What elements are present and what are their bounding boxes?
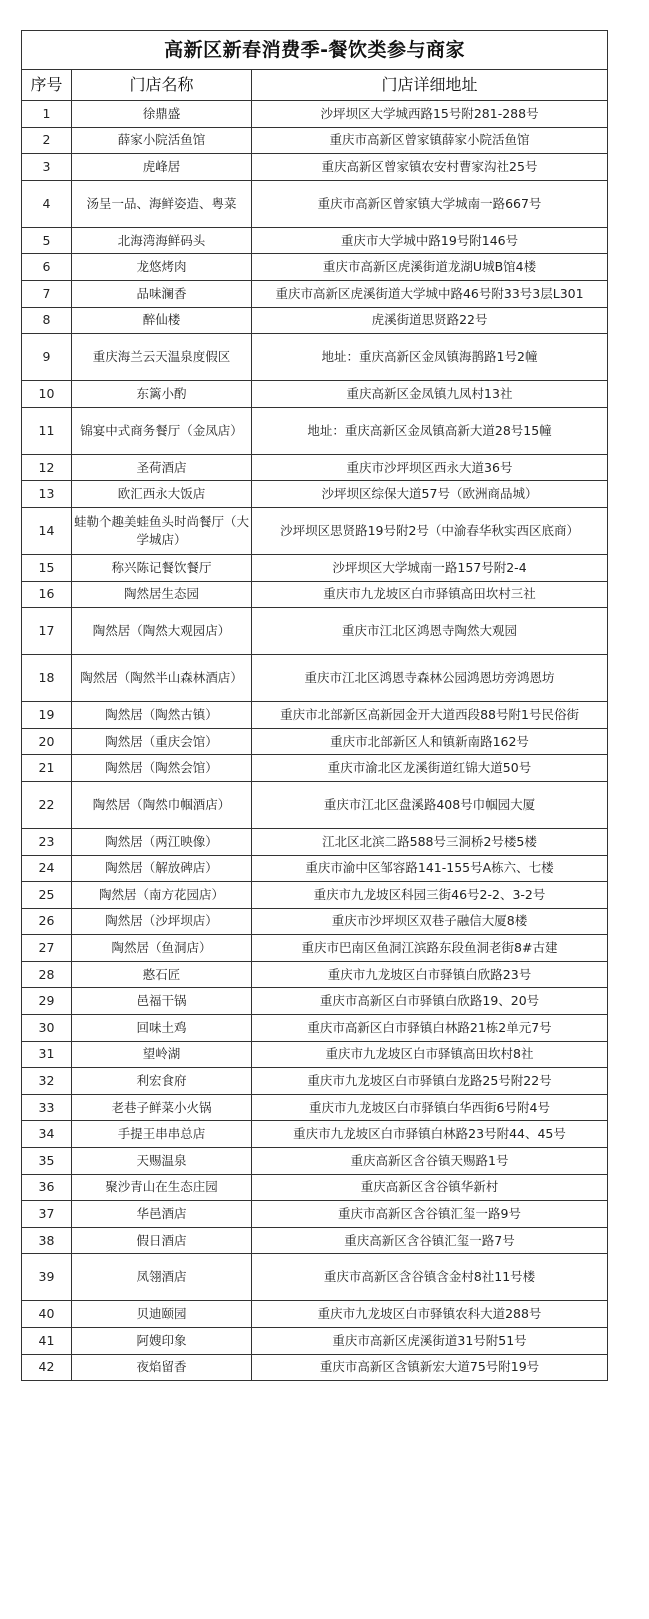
header-address: 门店详细地址: [252, 70, 608, 101]
table-row: [22, 454, 608, 481]
row-number: 9: [22, 334, 72, 381]
merchant-address: 重庆市沙坪坝区西永大道36号: [252, 454, 608, 481]
merchant-address: 重庆市高新区含谷镇含金村8社11号楼: [252, 1254, 608, 1301]
merchant-name: 回味土鸡: [72, 1015, 252, 1042]
merchant-name: 汤呈一品、海鲜姿造、粤菜: [72, 180, 252, 227]
row-number: 20: [22, 728, 72, 755]
row-number: 3: [22, 154, 72, 181]
row-number: 13: [22, 481, 72, 508]
merchant-name: 手提王串串总店: [72, 1121, 252, 1148]
merchant-name: 阿嫂印象: [72, 1328, 252, 1355]
table-row: [22, 961, 608, 988]
table-row: [22, 1254, 608, 1301]
table-row: [22, 702, 608, 729]
merchant-address: 沙坪坝区大学城西路15号附281-288号: [252, 101, 608, 128]
row-number: 28: [22, 961, 72, 988]
row-number: 15: [22, 554, 72, 581]
row-number: 41: [22, 1328, 72, 1355]
row-number: 34: [22, 1121, 72, 1148]
row-number: 25: [22, 882, 72, 909]
table-row: [22, 280, 608, 307]
merchant-address: 重庆市九龙坡区白市驿镇白林路23号附44、45号: [252, 1121, 608, 1148]
table-row: [22, 554, 608, 581]
merchant-name: 徐鼎盛: [72, 101, 252, 128]
merchant-name: 北海湾海鲜码头: [72, 227, 252, 254]
merchant-name: 天赐温泉: [72, 1148, 252, 1175]
header-no: 序号: [22, 70, 72, 101]
merchant-name: 虎峰居: [72, 154, 252, 181]
merchant-address: 重庆高新区金凤镇九凤村13社: [252, 381, 608, 408]
header-row: [22, 70, 608, 101]
merchant-name: 品味澜香: [72, 280, 252, 307]
table-row: [22, 781, 608, 828]
merchant-address: 重庆市九龙坡区科园三街46号2-2、3-2号: [252, 882, 608, 909]
row-number: 33: [22, 1094, 72, 1121]
table-row: [22, 1068, 608, 1095]
row-number: 10: [22, 381, 72, 408]
merchant-name: 陶然居（陶然会馆）: [72, 755, 252, 782]
merchant-name: 陶然居（沙坪坝店）: [72, 908, 252, 935]
merchant-address: 重庆市巴南区鱼洞江滨路东段鱼洞老街8#古建: [252, 935, 608, 962]
merchant-name: 重庆海兰云天温泉度假区: [72, 334, 252, 381]
merchant-name: 锦宴中式商务餐厅（金凤店）: [72, 407, 252, 454]
merchant-address: 重庆市高新区含镇新宏大道75号附19号: [252, 1354, 608, 1381]
table-row: [22, 407, 608, 454]
page-title: 高新区新春消费季-餐饮类参与商家: [22, 31, 608, 70]
merchant-name: 陶然居（陶然大观园店）: [72, 608, 252, 655]
merchant-name: 东篱小酌: [72, 381, 252, 408]
merchant-address: 重庆高新区曾家镇农安村曹家沟社25号: [252, 154, 608, 181]
table-row: [22, 1354, 608, 1381]
merchant-rows: [22, 101, 608, 1381]
row-number: 21: [22, 755, 72, 782]
merchant-name: 称兴陈记餐饮餐厅: [72, 554, 252, 581]
merchant-address: 虎溪街道思贤路22号: [252, 307, 608, 334]
row-number: 11: [22, 407, 72, 454]
row-number: 30: [22, 1015, 72, 1042]
table-row: [22, 1201, 608, 1228]
merchant-address: 重庆市江北区盘溪路408号巾帼园大厦: [252, 781, 608, 828]
merchant-address: 重庆市九龙坡区白市驿镇高田坎村8社: [252, 1041, 608, 1068]
table-row: [22, 655, 608, 702]
row-number: 37: [22, 1201, 72, 1228]
table-row: [22, 381, 608, 408]
row-number: 19: [22, 702, 72, 729]
merchant-name: 圣荷酒店: [72, 454, 252, 481]
row-number: 42: [22, 1354, 72, 1381]
table-row: [22, 127, 608, 154]
merchant-name: 邑福干锅: [72, 988, 252, 1015]
table-row: [22, 307, 608, 334]
merchant-address: 重庆市渝北区龙溪街道红锦大道50号: [252, 755, 608, 782]
merchant-name: 龙悠烤肉: [72, 254, 252, 281]
merchant-address: 重庆市江北区鸿恩寺陶然大观园: [252, 608, 608, 655]
row-number: 1: [22, 101, 72, 128]
merchant-name: 陶然居（陶然巾帼酒店）: [72, 781, 252, 828]
table-row: [22, 1148, 608, 1175]
merchant-address: 重庆市九龙坡区白市驿镇农科大道288号: [252, 1301, 608, 1328]
row-number: 22: [22, 781, 72, 828]
table-row: [22, 581, 608, 608]
merchant-name: 憨石匠: [72, 961, 252, 988]
table-row: [22, 1041, 608, 1068]
merchant-address: 重庆市渝中区邹容路141-155号A栋六、七楼: [252, 855, 608, 882]
merchant-name: 凤翎酒店: [72, 1254, 252, 1301]
row-number: 23: [22, 828, 72, 855]
row-number: 14: [22, 507, 72, 554]
table-row: [22, 180, 608, 227]
merchant-address: 江北区北滨二路588号三洞桥2号楼5楼: [252, 828, 608, 855]
merchant-address: 重庆市九龙坡区白市驿镇高田坎村三社: [252, 581, 608, 608]
merchant-address: 重庆市高新区曾家镇薛家小院活鱼馆: [252, 127, 608, 154]
merchant-name: 陶然居（解放碑店）: [72, 855, 252, 882]
merchant-name: 醉仙楼: [72, 307, 252, 334]
merchant-address: 重庆高新区含谷镇天赐路1号: [252, 1148, 608, 1175]
table-row: [22, 755, 608, 782]
row-number: 17: [22, 608, 72, 655]
table-row: [22, 227, 608, 254]
merchant-name: 陶然居（两江映像）: [72, 828, 252, 855]
merchant-name: 利宏食府: [72, 1068, 252, 1095]
row-number: 39: [22, 1254, 72, 1301]
merchant-address: 重庆市高新区白市驿镇白林路21栋2单元7号: [252, 1015, 608, 1042]
merchant-table: [21, 30, 608, 1381]
merchant-address: 重庆市高新区含谷镇汇玺一路9号: [252, 1201, 608, 1228]
merchant-name: 陶然居生态园: [72, 581, 252, 608]
row-number: 6: [22, 254, 72, 281]
merchant-name: 陶然居（陶然半山森林酒店）: [72, 655, 252, 702]
table-row: [22, 1174, 608, 1201]
title-row: [22, 31, 608, 70]
table-row: [22, 882, 608, 909]
row-number: 12: [22, 454, 72, 481]
row-number: 32: [22, 1068, 72, 1095]
merchant-name: 望岭湖: [72, 1041, 252, 1068]
row-number: 2: [22, 127, 72, 154]
row-number: 24: [22, 855, 72, 882]
table-row: [22, 101, 608, 128]
table-row: [22, 1227, 608, 1254]
merchant-address: 重庆市高新区虎溪街道龙湖U城B馆4楼: [252, 254, 608, 281]
table-row: [22, 1121, 608, 1148]
merchant-address: 重庆市九龙坡区白市驿镇白华西街6号附4号: [252, 1094, 608, 1121]
table-row: [22, 1328, 608, 1355]
merchant-name: 老巷子鲜菜小火锅: [72, 1094, 252, 1121]
row-number: 8: [22, 307, 72, 334]
merchant-address: 沙坪坝区思贤路19号附2号（中渝春华秋实西区底商）: [252, 507, 608, 554]
row-number: 16: [22, 581, 72, 608]
row-number: 31: [22, 1041, 72, 1068]
table-row: [22, 1094, 608, 1121]
merchant-address: 重庆市高新区虎溪街道31号附51号: [252, 1328, 608, 1355]
merchant-address: 沙坪坝区大学城南一路157号附2-4: [252, 554, 608, 581]
row-number: 7: [22, 280, 72, 307]
merchant-list-sheet: [21, 30, 607, 1381]
merchant-address: 重庆市高新区白市驿镇白欣路19、20号: [252, 988, 608, 1015]
merchant-name: 贝迪颐园: [72, 1301, 252, 1328]
merchant-address: 重庆市北部新区高新园金开大道西段88号附1号民俗街: [252, 702, 608, 729]
merchant-address: 重庆市江北区鸿恩寺森林公园鸿恩坊旁鸿恩坊: [252, 655, 608, 702]
merchant-name: 蛙勒个趣美蛙鱼头时尚餐厅（大学城店）: [72, 507, 252, 554]
merchant-address: 地址：重庆高新区金凤镇高新大道28号15幢: [252, 407, 608, 454]
row-number: 36: [22, 1174, 72, 1201]
merchant-address: 沙坪坝区综保大道57号（欧洲商品城）: [252, 481, 608, 508]
table-row: [22, 1015, 608, 1042]
merchant-address: 重庆市高新区虎溪街道大学城中路46号附33号3层L301: [252, 280, 608, 307]
row-number: 40: [22, 1301, 72, 1328]
row-number: 26: [22, 908, 72, 935]
merchant-name: 陶然居（陶然古镇）: [72, 702, 252, 729]
merchant-name: 陶然居（南方花园店）: [72, 882, 252, 909]
table-row: [22, 1301, 608, 1328]
merchant-address: 重庆市高新区曾家镇大学城南一路667号: [252, 180, 608, 227]
merchant-name: 聚沙青山在生态庄园: [72, 1174, 252, 1201]
row-number: 38: [22, 1227, 72, 1254]
table-row: [22, 935, 608, 962]
merchant-address: 重庆高新区含谷镇汇玺一路7号: [252, 1227, 608, 1254]
merchant-address: 重庆市九龙坡区白市驿镇白龙路25号附22号: [252, 1068, 608, 1095]
table-row: [22, 507, 608, 554]
table-row: [22, 608, 608, 655]
merchant-name: 假日酒店: [72, 1227, 252, 1254]
table-row: [22, 855, 608, 882]
merchant-address: 重庆市沙坪坝区双巷子融信大厦8楼: [252, 908, 608, 935]
merchant-name: 薛家小院活鱼馆: [72, 127, 252, 154]
merchant-address: 重庆市九龙坡区白市驿镇白欣路23号: [252, 961, 608, 988]
merchant-name: 陶然居（重庆会馆）: [72, 728, 252, 755]
row-number: 35: [22, 1148, 72, 1175]
merchant-name: 欧汇西永大饭店: [72, 481, 252, 508]
merchant-name: 夜焰留香: [72, 1354, 252, 1381]
table-row: [22, 334, 608, 381]
table-row: [22, 988, 608, 1015]
row-number: 27: [22, 935, 72, 962]
header-name: 门店名称: [72, 70, 252, 101]
row-number: 18: [22, 655, 72, 702]
table-row: [22, 481, 608, 508]
row-number: 29: [22, 988, 72, 1015]
merchant-address: 重庆市大学城中路19号附146号: [252, 227, 608, 254]
table-row: [22, 828, 608, 855]
merchant-name: 陶然居（鱼洞店）: [72, 935, 252, 962]
row-number: 5: [22, 227, 72, 254]
table-row: [22, 908, 608, 935]
merchant-address: 地址：重庆高新区金凤镇海鹊路1号2幢: [252, 334, 608, 381]
table-row: [22, 728, 608, 755]
table-row: [22, 254, 608, 281]
table-row: [22, 154, 608, 181]
merchant-name: 华邑酒店: [72, 1201, 252, 1228]
merchant-address: 重庆市北部新区人和镇新南路162号: [252, 728, 608, 755]
merchant-address: 重庆高新区含谷镇华新村: [252, 1174, 608, 1201]
row-number: 4: [22, 180, 72, 227]
